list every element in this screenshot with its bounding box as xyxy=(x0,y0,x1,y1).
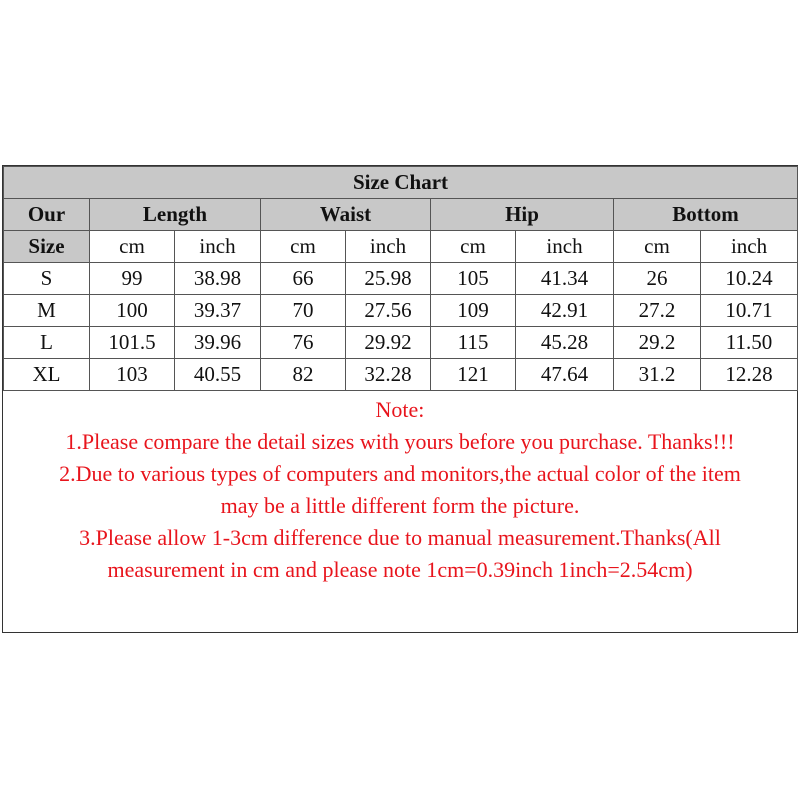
table-row xyxy=(4,327,798,359)
note-line-2a: 2.Due to various types of computers and monitors,the actual color of the item xyxy=(59,461,741,486)
table-cell: 38.98 xyxy=(175,263,261,295)
note-line-1: 1.Please compare the detail sizes with yours before you purchase. Thanks!!! xyxy=(65,429,735,454)
table-cell: 109 xyxy=(431,295,516,327)
table-cell: 121 xyxy=(431,359,516,391)
table-cell: 41.34 xyxy=(516,263,614,295)
our-size-header-line1: Our xyxy=(4,199,90,231)
note-line-3a: 3.Please allow 1-3cm difference due to manual measurement.Thanks(All xyxy=(79,525,721,550)
bottom-header: Bottom xyxy=(614,199,798,231)
table-cell: 40.55 xyxy=(175,359,261,391)
unit-header: cm xyxy=(431,231,516,263)
hip-header: Hip xyxy=(431,199,614,231)
our-size-header-line2: Size xyxy=(4,231,90,263)
table-cell: 70 xyxy=(261,295,346,327)
unit-header: inch xyxy=(346,231,431,263)
table-cell: 12.28 xyxy=(701,359,798,391)
size-chart xyxy=(2,165,798,633)
unit-header: inch xyxy=(175,231,261,263)
table-cell: 11.50 xyxy=(701,327,798,359)
table-cell: 29.92 xyxy=(346,327,431,359)
unit-header: cm xyxy=(614,231,701,263)
size-table xyxy=(3,166,798,391)
table-row xyxy=(4,295,798,327)
table-cell: 47.64 xyxy=(516,359,614,391)
table-cell: 31.2 xyxy=(614,359,701,391)
table-cell: 29.2 xyxy=(614,327,701,359)
table-row xyxy=(4,359,798,391)
table-cell: 32.28 xyxy=(346,359,431,391)
note-heading: Note: xyxy=(375,397,425,422)
table-cell: 45.28 xyxy=(516,327,614,359)
table-cell: 101.5 xyxy=(90,327,175,359)
table-cell: 82 xyxy=(261,359,346,391)
table-cell: 42.91 xyxy=(516,295,614,327)
note-section xyxy=(3,394,797,586)
table-cell: 10.71 xyxy=(701,295,798,327)
table-cell: 66 xyxy=(261,263,346,295)
unit-header: inch xyxy=(701,231,798,263)
table-cell: 27.2 xyxy=(614,295,701,327)
size-label: XL xyxy=(4,359,90,391)
size-chart-title: Size Chart xyxy=(4,167,798,199)
size-label: S xyxy=(4,263,90,295)
length-header: Length xyxy=(90,199,261,231)
table-cell: 26 xyxy=(614,263,701,295)
waist-header: Waist xyxy=(261,199,431,231)
table-cell: 39.96 xyxy=(175,327,261,359)
table-cell: 10.24 xyxy=(701,263,798,295)
size-label: M xyxy=(4,295,90,327)
table-cell: 27.56 xyxy=(346,295,431,327)
table-cell: 76 xyxy=(261,327,346,359)
table-row xyxy=(4,263,798,295)
table-cell: 115 xyxy=(431,327,516,359)
table-cell: 100 xyxy=(90,295,175,327)
unit-header: cm xyxy=(90,231,175,263)
size-label: L xyxy=(4,327,90,359)
note-line-3b: measurement in cm and please note 1cm=0.39inch 1inch=2.54cm) xyxy=(107,557,693,582)
unit-header: inch xyxy=(516,231,614,263)
table-cell: 25.98 xyxy=(346,263,431,295)
unit-header: cm xyxy=(261,231,346,263)
table-cell: 99 xyxy=(90,263,175,295)
note-line-2b: may be a little different form the picture. xyxy=(220,493,580,518)
table-cell: 103 xyxy=(90,359,175,391)
table-cell: 105 xyxy=(431,263,516,295)
table-cell: 39.37 xyxy=(175,295,261,327)
